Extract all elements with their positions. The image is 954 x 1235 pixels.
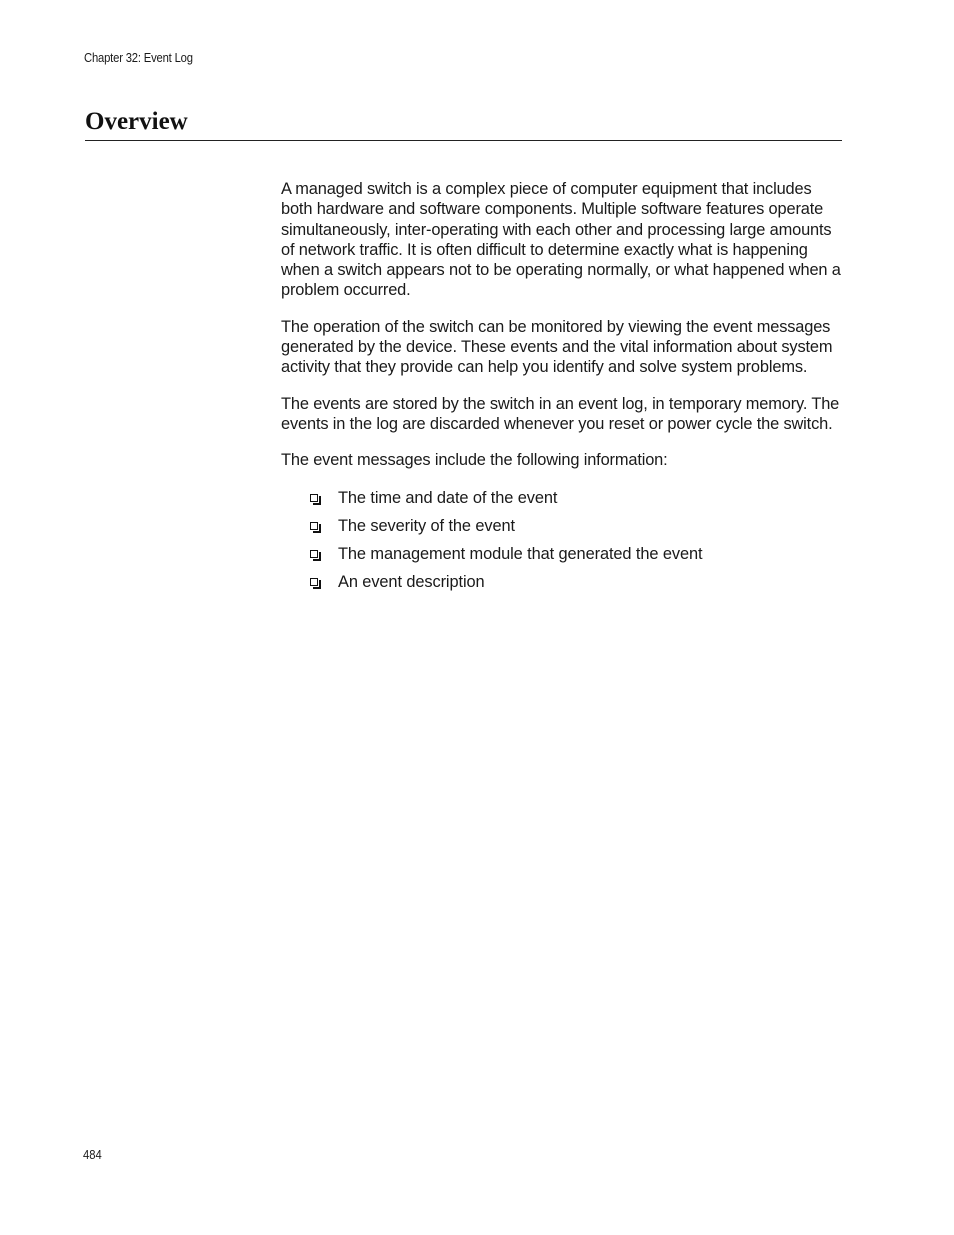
title-rule bbox=[85, 140, 842, 141]
list-item-text: The severity of the event bbox=[338, 516, 515, 535]
checkbox-bullet-icon bbox=[310, 578, 318, 586]
list-item bbox=[281, 515, 847, 543]
paragraph-list-intro: The event messages include the following information: bbox=[281, 451, 668, 470]
paragraph-intro: A managed switch is a complex piece of computer equipment that includes both hardware and software components. Multiple software features operate simultaneously, inter-operating with each other and processing large amounts of network traffic. It is often difficult to determine exactly what is happening when a switch appears not to be operating normally, or what happened when a problem occurred. bbox=[281, 180, 841, 300]
list-item-text: An event description bbox=[338, 572, 485, 591]
list-item bbox=[281, 571, 847, 599]
checkbox-bullet-icon bbox=[310, 522, 318, 530]
list-item bbox=[281, 543, 847, 571]
checkbox-bullet-icon bbox=[310, 494, 318, 502]
page-number: 484 bbox=[83, 1148, 102, 1162]
section-title: Overview bbox=[85, 108, 188, 135]
list-item-text: The time and date of the event bbox=[338, 488, 558, 507]
info-bullet-list bbox=[281, 487, 847, 599]
checkbox-bullet-icon bbox=[310, 550, 318, 558]
paragraph-storage: The events are stored by the switch in an event log, in temporary memory. The events in the log are discarded whenever you reset or power cycle the switch. bbox=[281, 394, 840, 433]
list-item bbox=[281, 487, 847, 515]
paragraph-monitoring: The operation of the switch can be monitored by viewing the event messages generated by the device. These events and the vital information about system activity that they provide can help you identify and solve system problems. bbox=[281, 317, 833, 377]
running-header: Chapter 32: Event Log bbox=[84, 51, 193, 65]
list-item-text: The management module that generated the event bbox=[338, 544, 703, 563]
body-text bbox=[281, 179, 847, 599]
